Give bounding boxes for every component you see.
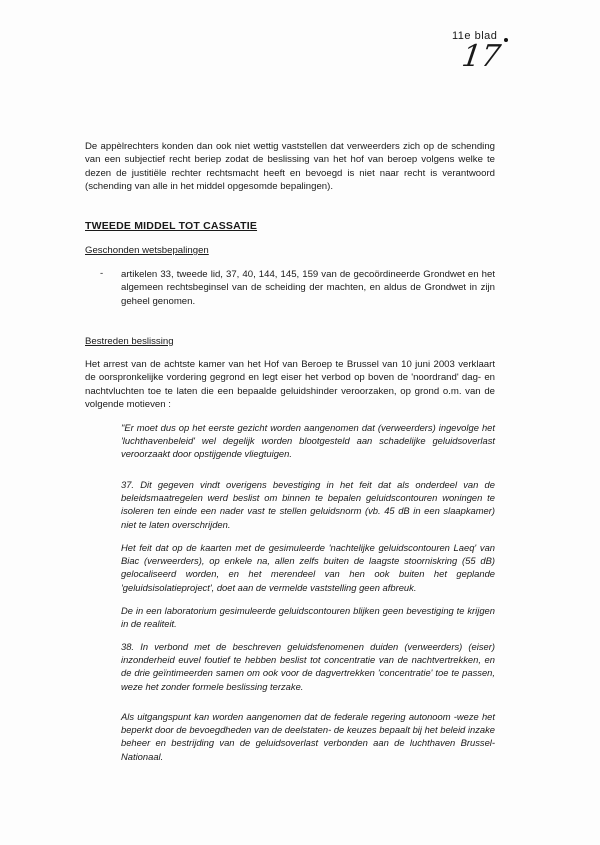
section-title: TWEEDE MIDDEL TOT CASSATIE <box>85 220 258 232</box>
violated-provisions-text: artikelen 33, tweede lid, 37, 40, 144, 145, 159 van de gecoördineerde Grondwet en het algemeen rechtsbeginsel van de scheiding der machten, en aldus de Grondwet in zijn geheel genomen. <box>121 269 495 307</box>
contested-decision-paragraph: Het arrest van de achtste kamer van het Hof van Beroep te Brussel van 10 juni 2003 verklaart de oorspronkelijke vordering gegrond en legt eiser het verbod op boven de 'noordrand' dag- en nachtvluchten toe te laten die een bepaalde geluidshinder veroorzaken, op grond o.m. van de volgende motieven : <box>85 359 495 410</box>
violated-provisions-heading: Geschonden wetsbepalingen <box>85 245 209 256</box>
page-mark: 11e blad <box>452 30 498 42</box>
quote-paragraph-4: De in een laboratorium gesimuleerde geluidscontouren blijken geen bevestiging te krijgen in de realiteit. <box>121 605 495 630</box>
handwritten-page-number: 17 <box>459 39 503 74</box>
quote-paragraph-2: 37. Dit gegeven vindt overigens bevestiging in het feit dat als onderdeel van de beleidsmaatregelen werd beslist om binnen te bepalen geluidscontouren woningen te isoleren ten einde een nader vast te stellen geluidsnorm (vb. 45 dB in een slaapkamer) niet te laten overschrijden. <box>121 479 495 530</box>
quote-paragraph-6: Als uitgangspunt kan worden aangenomen dat de federale regering autonoom -weze het beperkt door de bevoegdheden van de deelstaten- de keuzes bepaalt bij het beleid inzake beheer en bestrijding van de geluidsoverlast verbonden aan de luchthaven Brussel-Nationaal. <box>121 711 495 762</box>
quote-paragraph-1: "Er moet dus op het eerste gezicht worden aangenomen dat (verweerders) ingevolge het 'luchthavenbeleid' wel degelijk worden blootgesteld aan schadelijke geluidsoverlast veroorzaakt door opstijgende vliegtuigen. <box>121 422 495 460</box>
contested-decision-heading: Bestreden beslissing <box>85 336 174 347</box>
quote-paragraph-5: 38. In verbond met de beschreven geluidsfenomenen duiden (verweerders) (eiser) inzonderheid euvel foutief te hebben beslist tot concentratie van de nachtvertrekken, en de drie geïntimeerden samen om ook voor de dagvertrekken 'concentratie' toe te passen, weze het zonder formele beslissing terzake. <box>121 641 495 692</box>
intro-paragraph: De appèlrechters konden dan ook niet wettig vaststellen dat verweerders zich op de schending van een subjectief recht beriep zodat de beslissing van het hof van beroep volgens welke te dezen de justitiële rechter rechtsmacht heeft en bevoegd is niet naar recht is verantwoord (schending van alle in het middel opgesomde bepalingen). <box>85 141 495 192</box>
bullet-dash: - <box>100 268 104 279</box>
ink-dot <box>504 38 508 42</box>
quote-paragraph-3: Het feit dat op de kaarten met de gesimuleerde 'nachtelijke geluidscontouren Laeq' van Biac (verweerders), op enkele na, allen zelfs buiten de laagste stoorniskring (55 dB) gelocaliseerd worden, en het merendeel van hen ook buiten het geplande 'geluidsisolatieproject', doet aan de vermelde vaststelling geen afbreuk. <box>121 542 495 593</box>
